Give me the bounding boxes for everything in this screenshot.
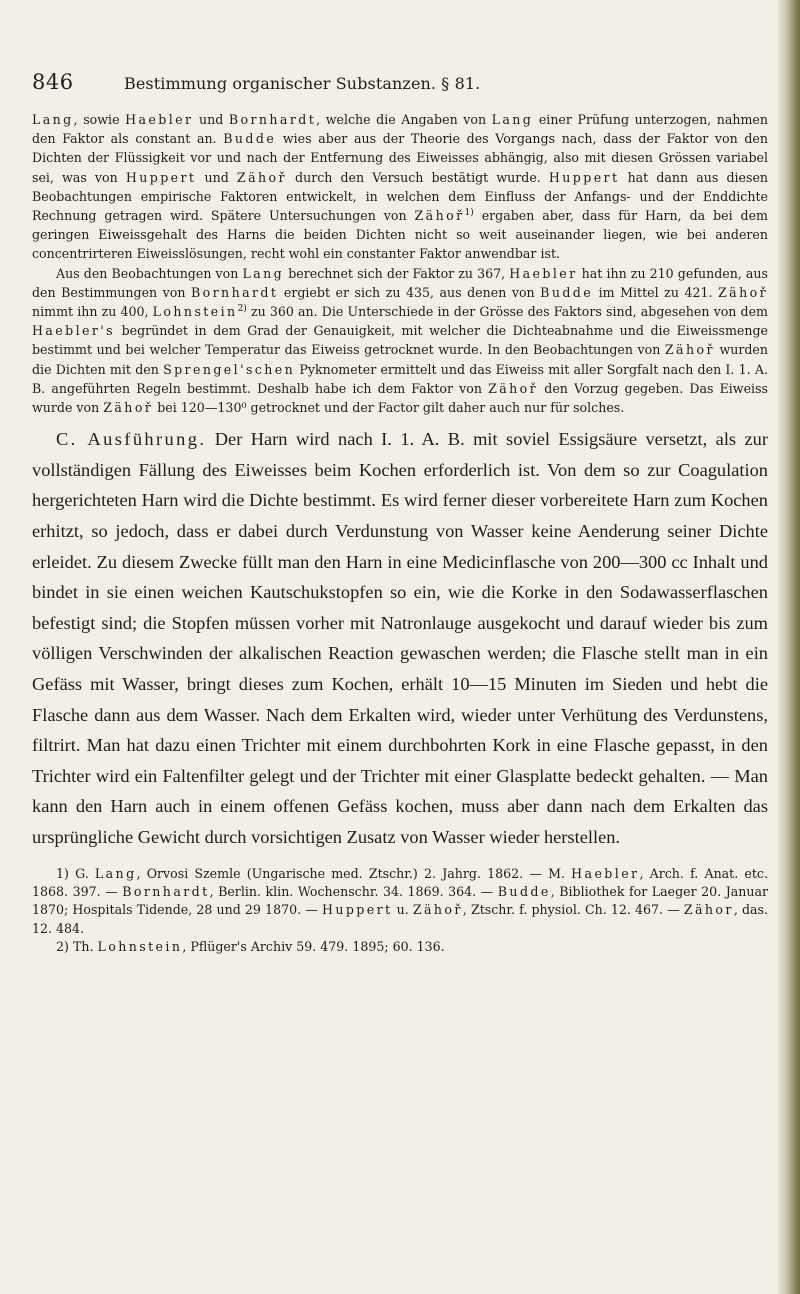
author-name: Huppert	[548, 169, 620, 185]
footnote-ref: 2)	[237, 303, 247, 314]
author-name: Bornhardt	[228, 112, 317, 127]
small-print-section	[32, 110, 768, 417]
text-run: , Ztschr. f. physiol. Ch. 12. 467. —	[462, 902, 684, 918]
text-run: und	[193, 112, 229, 127]
text-run: ergaben aber, dass für Harn, da bei dem geringen Eiweissgehalt des Harns die beiden Dichten nicht so weit auseinander liegen, wie bei anderen concentrirteren Eiweisslösungen, recht wohl ein constanter Faktor anwendbar ist.	[32, 208, 768, 262]
page-number: 846	[32, 70, 74, 94]
author-name: Haebler	[571, 865, 640, 881]
footnote-2	[32, 938, 768, 956]
author-name: Lohnstein	[152, 304, 238, 320]
author-name: Bornhardt	[122, 883, 210, 899]
author-name: Budde	[540, 284, 594, 300]
text-run: und	[196, 169, 237, 185]
text-run: hat dann aus diesen Beobachtungen empirische Faktoren entwickelt, in welchen dem Einfluss der Anfangs- und der Enddichte Rechnung getragen wird. Spätere Untersuchungen von	[32, 169, 769, 224]
page-header	[32, 70, 772, 98]
text-run: , das. 12. 484.	[32, 902, 768, 936]
author-name: Zähoř	[664, 342, 715, 358]
text-run: G.	[68, 865, 95, 881]
author-name: Lang	[242, 265, 285, 281]
author-name: Lang	[32, 112, 74, 127]
text-run: , welche die Angaben von	[316, 112, 492, 127]
running-title: Bestimmung organischer Substanzen. § 81.	[124, 74, 481, 93]
text-run: Th.	[68, 939, 98, 955]
author-name: Zähoř	[412, 902, 463, 918]
footnote-mark: 2)	[56, 939, 69, 955]
text-run: zu 360 an. Die Unterschiede in der Grösse des Faktors sind, abgesehen von dem	[246, 304, 769, 320]
section-c-paragraph	[32, 424, 768, 852]
text-run: wurden die Dichten mit den	[32, 342, 768, 377]
text-run: , Bibliothek for Laeger 20. Januar 1870; Hospitals Tidende, 28 und 29 1870. —	[32, 883, 769, 918]
text-run: begründet in dem Grad der Genauigkeit, mit welcher die Dichteabnahme und die Eiweissmenge bestimmt und bei welcher Temperatur das Eiweiss getrocknet wurde. In den Beobachtungen von	[32, 323, 768, 358]
author-name: Lang	[94, 865, 137, 881]
text-run: , sowie	[73, 112, 126, 127]
footnote-ref: 1)	[464, 207, 474, 218]
author-name: Zähor	[683, 902, 734, 918]
author-name: Lang	[491, 112, 534, 127]
text-run: im Mittel zu 421.	[593, 284, 719, 300]
author-name: Zähoř	[236, 169, 287, 185]
author-name: Bornhardt	[191, 284, 279, 300]
author-name: Zähoř	[718, 284, 768, 300]
text-run: Aus den Beobachtungen von	[56, 265, 243, 281]
paragraph-faktor-values	[32, 264, 768, 418]
author-name: Haebler	[125, 112, 194, 127]
section-heading: C. Ausführung.	[56, 429, 207, 450]
author-name: Haebler's	[32, 323, 116, 339]
author-name: Zähoř	[414, 208, 465, 224]
author-name: Lohnstein	[97, 939, 183, 955]
author-name: Huppert	[125, 169, 197, 185]
author-name: Budde	[497, 883, 551, 899]
text-run: , Pflüger's Archiv 59. 479. 1895; 60. 136.	[182, 939, 445, 955]
footnote-mark: 1)	[56, 865, 69, 881]
section-text: Der Harn wird nach I. 1. A. B. mit soviel Essigsäure versetzt, als zur vollständigen Fällung des Eiweisses beim Kochen erforderlich ist. Von dem so zur Coagulation hergerichteten Harn wird die Dichte bestimmt. Es wird ferner dieser vorbereitete Harn zum Kochen erhitzt, so jedoch, dass er dabei durch Verdunstung von Wasser keine Aenderung seiner Dichte erleidet. Zu diesem Zwecke füllt man den Harn in eine Medicinflasche von 200—300 cc Inhalt und bindet in sie einen weichen Kautschukstopfen so ein, wie die Korke in den Sodawasserflaschen befestigt sind; die Stopfen müssen vorher mit Natronlauge ausgekocht und darauf wieder bis zum völligen Verschwinden der alkalischen Reaction gewaschen werden; die Flasche stellt man in ein Gefäss mit Wasser, bringt dieses zum Kochen, erhält 10—15 Minuten im Sieden und hebt die Flasche dann aus dem Wasser. Nach dem Erkalten wird, wieder unter Verhütung des Verdunstens, filtrirt. Man hat dazu einen Trichter mit einem durchbohrten Kork in eine Flasche gepasst, in den Trichter wird ein Faltenfilter gelegt und der Trichter mit einer Glasplatte bedeckt gehalten. — Man kann den Harn auch in einem offenen Gefäss kochen, muss aber dann nach dem Erkalten das ursprüngliche Gewicht durch vorsichtigen Zusatz von Wasser wieder herstellen.	[32, 429, 768, 847]
footnotes	[32, 865, 768, 957]
text-run: ergiebt er sich zu 435, aus denen von	[278, 284, 541, 300]
page-edge	[778, 0, 800, 1294]
author-name: Huppert	[321, 902, 393, 918]
paragraph-faktor-history	[32, 110, 768, 264]
page-content	[32, 110, 768, 957]
author-name: Haebler	[509, 265, 578, 281]
text-run: , Berlin. klin. Wochenschr. 34. 1869. 364. —	[209, 883, 498, 899]
text-run: wies aber aus der Theorie des Vorgangs nach, dass der Faktor von den Dichten der Flüssigkeit vor und nach der Entfernung des Eiweisses abhängig, also mit diesen Grössen variabel sei, was von	[32, 131, 768, 185]
author-name: Zähoř	[103, 400, 154, 416]
text-run: den Vorzug gegeben. Das Eiweiss wurde von	[32, 380, 768, 416]
text-run: , Arch. f. Anat. etc. 1868. 397. —	[32, 865, 768, 899]
author-name: Budde	[223, 131, 277, 147]
text-run: u.	[392, 902, 413, 918]
section-c	[32, 424, 768, 852]
text-run: durch den Versuch bestätigt wurde.	[286, 169, 549, 185]
footnote-1	[32, 865, 768, 939]
text-run: bei 120—130⁰ getrocknet und der Factor gilt daher auch nur für solches.	[153, 400, 625, 416]
text-run: nimmt ihn zu 400,	[32, 304, 153, 320]
text-run: , Orvosi Szemle (Ungarische med. Ztschr.) 2. Jahrg. 1862. — M.	[136, 865, 572, 881]
text-run: hat ihn zu 210 gefunden, aus den Bestimmungen von	[32, 265, 769, 300]
author-name: Zähoř	[488, 380, 539, 396]
text-run: einer Prüfung unterzogen, nahmen den Faktor als constant an.	[32, 112, 768, 147]
text-run: berechnet sich der Faktor zu 367,	[284, 265, 510, 281]
author-name: Sprengel'schen	[163, 361, 296, 377]
text-run: Pyknometer ermittelt und das Eiweiss mit aller Sorgfalt nach den I. 1. A. B. angeführten Regeln bestimmt. Deshalb habe ich dem Faktor von	[32, 361, 768, 396]
